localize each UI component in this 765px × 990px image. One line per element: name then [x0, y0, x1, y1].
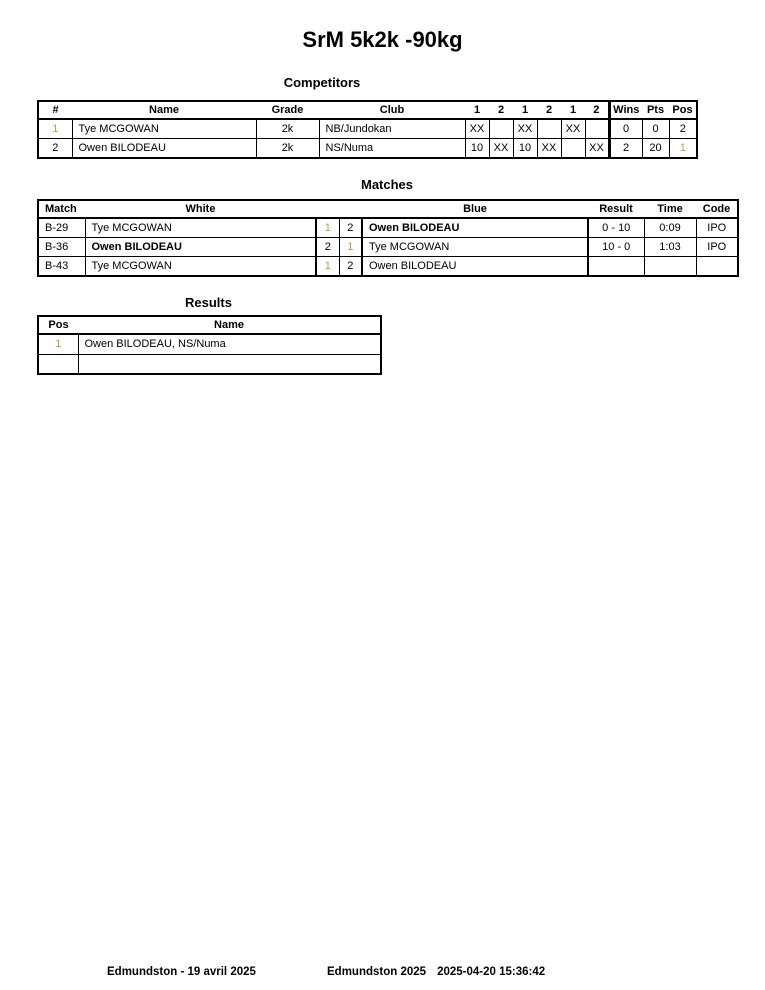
- competitors-col-grade: Grade: [256, 101, 319, 119]
- competitors-col-pts: Pts: [642, 101, 669, 119]
- competitor-pts: 0: [642, 119, 669, 139]
- match-time: 1:03: [644, 238, 696, 257]
- competitor-score-cell: XX: [513, 119, 537, 139]
- competitor-score-cell: 10: [465, 139, 489, 159]
- matches-col-bluenum: [339, 200, 362, 218]
- competitors-col-round2: 2: [489, 101, 513, 119]
- competitors-col-wins: Wins: [609, 101, 642, 119]
- competitors-heading: Competitors: [283, 75, 361, 90]
- page-title: SrM 5k2k -90kg: [302, 27, 463, 52]
- competitor-score-cell: XX: [561, 119, 585, 139]
- match-blue-name: Owen BILODEAU: [362, 218, 588, 238]
- match-time: 0:09: [644, 218, 696, 238]
- competitors-col-round6: 2: [585, 101, 609, 119]
- result-name: Owen BILODEAU, NS/Numa: [78, 334, 381, 355]
- result-pos: 1: [38, 334, 78, 355]
- competitor-number: 1: [38, 119, 72, 139]
- competitor-number: 2: [38, 139, 72, 159]
- competitors-col-name: Name: [72, 101, 256, 119]
- match-blue-number: 2: [339, 257, 362, 277]
- competitor-grade: 2k: [256, 119, 319, 139]
- match-code: IPO: [696, 218, 738, 238]
- match-blue-name: Tye MCGOWAN: [362, 238, 588, 257]
- match-code: IPO: [696, 238, 738, 257]
- competitors-col-round4: 2: [537, 101, 561, 119]
- footer-event-date: Edmundston - 19 avril 2025: [107, 966, 256, 978]
- competitor-club: NB/Jundokan: [319, 119, 465, 139]
- match-row: [38, 257, 738, 277]
- competitor-pts: 20: [642, 139, 669, 159]
- competitors-col-round1: 1: [465, 101, 489, 119]
- results-header-row: [38, 316, 381, 334]
- competitor-score-cell: XX: [537, 139, 561, 159]
- competitors-col-round5: 1: [561, 101, 585, 119]
- matches-col-blue: Blue: [362, 200, 588, 218]
- competitor-pos: 1: [669, 139, 697, 159]
- results-col-pos: Pos: [38, 316, 78, 334]
- competitors-col-round3: 1: [513, 101, 537, 119]
- match-white-number: 1: [316, 257, 339, 277]
- competitors-col-pos: Pos: [669, 101, 697, 119]
- result-name: [78, 355, 381, 374]
- matches-col-whitenum: [316, 200, 339, 218]
- competitor-score-cell: [585, 119, 609, 139]
- match-row: [38, 238, 738, 257]
- match-id: B-36: [38, 238, 85, 257]
- matches-col-white: White: [85, 200, 316, 218]
- match-result: 10 - 0: [588, 238, 644, 257]
- matches-col-match: Match: [38, 200, 85, 218]
- competitor-grade: 2k: [256, 139, 319, 159]
- matches-table: [37, 199, 739, 277]
- match-row: [38, 218, 738, 238]
- result-pos: [38, 355, 78, 374]
- competitor-row: [38, 119, 697, 139]
- competitor-score-cell: [489, 119, 513, 139]
- match-code: [696, 257, 738, 277]
- match-result: [588, 257, 644, 277]
- matches-col-code: Code: [696, 200, 738, 218]
- match-white-number: 2: [316, 238, 339, 257]
- competitor-name: Tye MCGOWAN: [72, 119, 256, 139]
- matches-col-result: Result: [588, 200, 644, 218]
- competitors-col-club: Club: [319, 101, 465, 119]
- competitor-score-cell: XX: [465, 119, 489, 139]
- match-blue-number: 2: [339, 218, 362, 238]
- footer-timestamp: 2025-04-20 15:36:42: [437, 966, 546, 978]
- competitor-club: NS/Numa: [319, 139, 465, 159]
- footer-event-name: Edmundston 2025: [327, 966, 427, 978]
- match-id: B-29: [38, 218, 85, 238]
- match-white-name: Owen BILODEAU: [85, 238, 316, 257]
- footer-center: [327, 966, 545, 978]
- match-white-name: Tye MCGOWAN: [85, 218, 316, 238]
- competitors-table: [37, 100, 698, 159]
- competitor-score-cell: [537, 119, 561, 139]
- competitor-pos: 2: [669, 119, 697, 139]
- competitor-wins: 2: [609, 139, 642, 159]
- results-table: [37, 315, 382, 375]
- matches-heading: Matches: [360, 177, 414, 192]
- matches-col-time: Time: [644, 200, 696, 218]
- matches-header-row: [38, 200, 738, 218]
- match-blue-number: 1: [339, 238, 362, 257]
- competitor-wins: 0: [609, 119, 642, 139]
- match-time: [644, 257, 696, 277]
- result-row: [38, 355, 381, 374]
- match-white-number: 1: [316, 218, 339, 238]
- competitors-header-row: [38, 101, 697, 119]
- result-row: [38, 334, 381, 355]
- match-white-name: Tye MCGOWAN: [85, 257, 316, 277]
- competitor-score-cell: [561, 139, 585, 159]
- competitor-score-cell: 10: [513, 139, 537, 159]
- match-id: B-43: [38, 257, 85, 277]
- results-heading: Results: [185, 295, 232, 310]
- match-result: 0 - 10: [588, 218, 644, 238]
- competitor-score-cell: XX: [489, 139, 513, 159]
- match-blue-name: Owen BILODEAU: [362, 257, 588, 277]
- competitor-row: [38, 139, 697, 159]
- competitors-col-num: #: [38, 101, 72, 119]
- competitor-name: Owen BILODEAU: [72, 139, 256, 159]
- competitor-score-cell: XX: [585, 139, 609, 159]
- results-col-name: Name: [78, 316, 381, 334]
